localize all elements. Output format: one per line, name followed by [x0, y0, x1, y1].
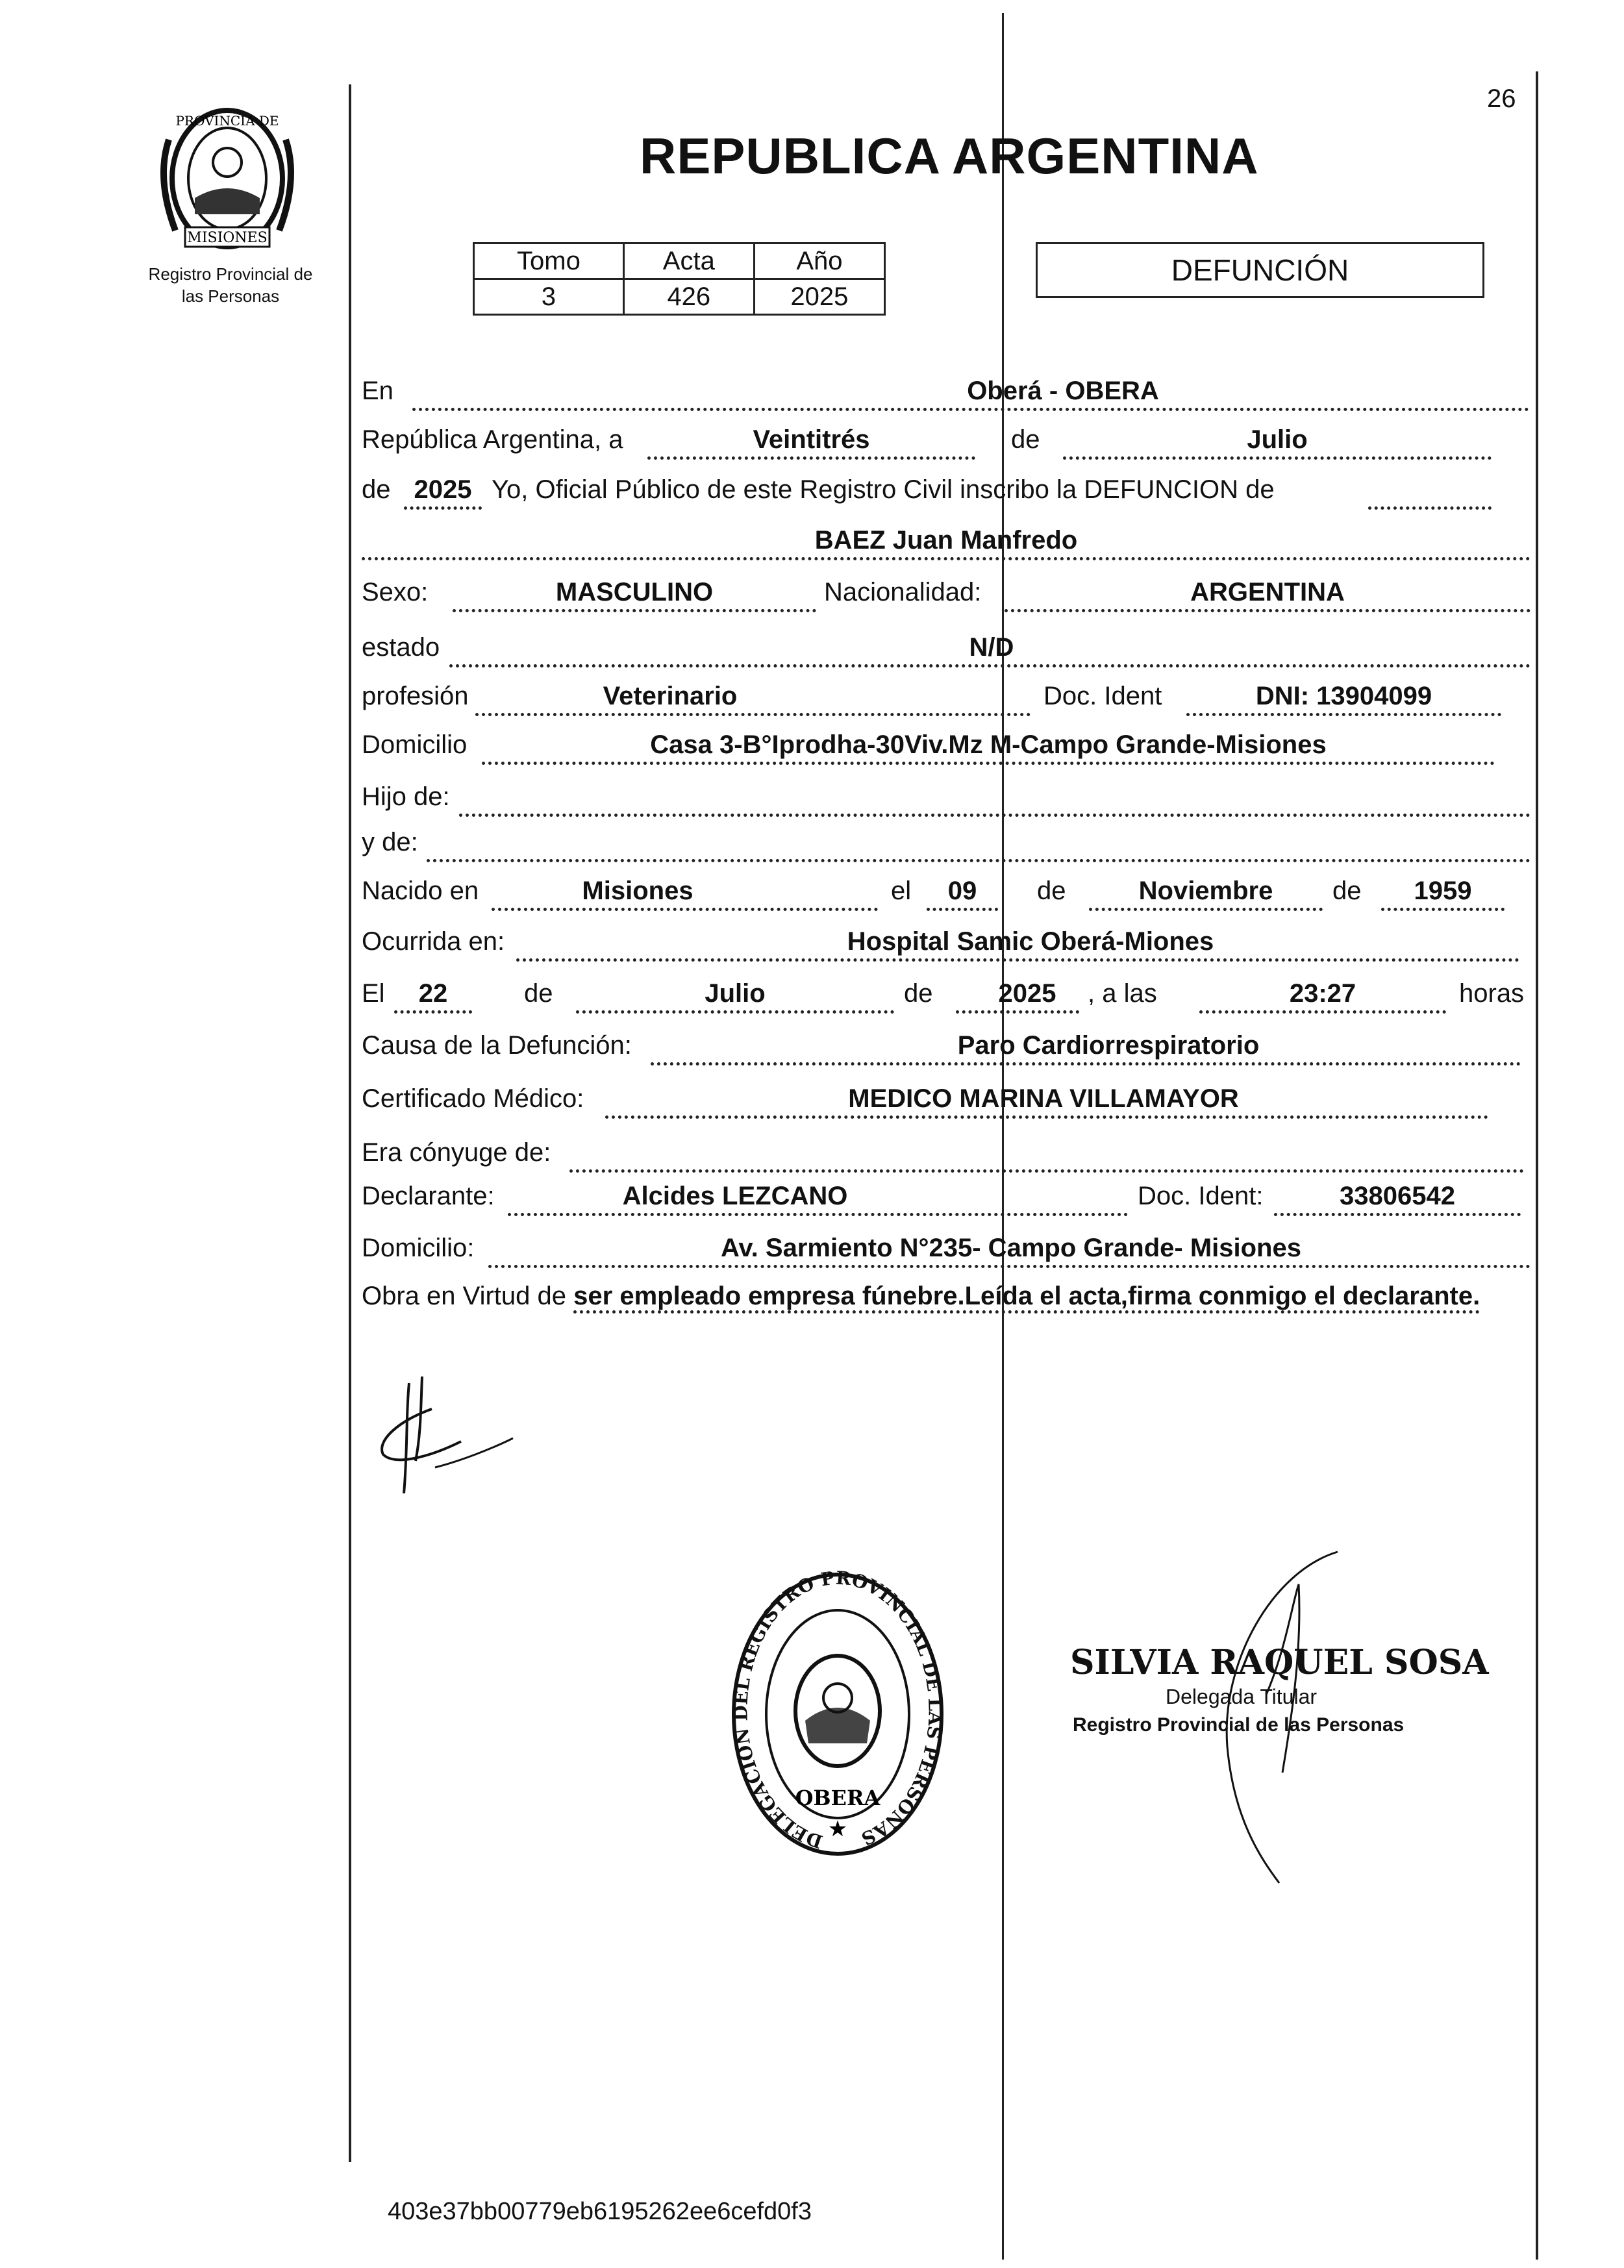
row-domicilio	[362, 724, 1530, 766]
deceased-name: BAEZ Juan Manfredo	[814, 526, 1078, 555]
svg-text:OBERA: OBERA	[795, 1786, 881, 1810]
official-stamp	[727, 1565, 948, 1870]
domicilio-label: Domicilio	[362, 730, 468, 759]
row-declarante	[362, 1175, 1530, 1217]
en-label: En	[362, 377, 394, 405]
profesion-value: Veterinario	[603, 682, 738, 710]
row-sexo	[362, 571, 1530, 613]
row-hijo	[362, 776, 1530, 817]
domicilio-value: Casa 3-B°Iprodha-30Viv.Mz M-Campo Grande-Misiones	[650, 730, 1327, 759]
birth-month: Noviembre	[1138, 877, 1273, 905]
certificado-value: MEDICO MARINA VILLAMAYOR	[848, 1084, 1239, 1113]
horas-label: horas	[1459, 979, 1525, 1008]
acta-value-tomo: 3	[474, 279, 624, 315]
declarant-signature	[370, 1370, 519, 1500]
row-en	[362, 370, 1530, 412]
death-year: 2025	[998, 979, 1056, 1008]
nacionalidad-value: ARGENTINA	[1190, 578, 1345, 606]
acta-table-header-row	[474, 243, 885, 279]
page-title: REPUBLICA ARGENTINA	[640, 127, 1259, 184]
doc-value: DNI: 13904099	[1255, 682, 1432, 710]
el2-label: El	[362, 979, 385, 1008]
inscribo-text: Yo, Oficial Público de este Registro Civil inscribo la DEFUNCION de	[492, 475, 1275, 504]
registry-line1: Registro Provincial de	[148, 264, 313, 284]
row-deceased-name	[362, 519, 1530, 561]
death-month: Julio	[705, 979, 766, 1008]
causa-label: Causa de la Defunción:	[362, 1031, 632, 1060]
de6-label: de	[904, 979, 933, 1008]
row-nacido	[362, 870, 1530, 912]
doc2-value: 33806542	[1340, 1182, 1455, 1210]
certificado-label: Certificado Médico:	[362, 1084, 584, 1113]
doc-label: Doc. Ident	[1043, 682, 1162, 710]
de-label: de	[1011, 425, 1040, 454]
estado-label: estado	[362, 633, 440, 662]
de3-label: de	[1037, 877, 1066, 905]
en-value: Oberá - OBERA	[967, 377, 1159, 405]
doc2-label: Doc. Ident:	[1138, 1182, 1264, 1210]
nacido-value: Misiones	[582, 877, 693, 905]
row-conyuge	[362, 1132, 1530, 1173]
death-day: 22	[418, 979, 448, 1008]
alas-label: , a las	[1088, 979, 1157, 1008]
acta-table	[473, 242, 886, 316]
svg-text:★: ★	[827, 1817, 848, 1841]
obra-en-virtud	[362, 1278, 1530, 1314]
row-certificado	[362, 1078, 1530, 1119]
nacionalidad-label: Nacionalidad:	[824, 578, 982, 606]
row-yde	[362, 821, 1530, 863]
de5-label: de	[524, 979, 553, 1008]
domicilio2-label: Domicilio:	[362, 1234, 475, 1262]
yde-label: y de:	[362, 828, 418, 856]
acta-value-acta: 426	[623, 279, 754, 315]
svg-text:PROVINCIA DE: PROVINCIA DE	[175, 113, 279, 129]
row-causa	[362, 1025, 1530, 1066]
acta-value-anio: 2025	[754, 279, 884, 315]
row-ocurrida	[362, 921, 1530, 962]
official-office: Registro Provincial de las Personas	[1073, 1714, 1405, 1736]
acta-table-value-row	[474, 279, 885, 315]
el-label: el	[891, 877, 912, 905]
svg-text:DELEGACION DEL REGISTRO PROVIN: DELEGACION DEL REGISTRO PROVINCIAL DE LAS PERSONAS	[730, 1567, 946, 1852]
registry-name	[123, 263, 338, 307]
row-estado	[362, 627, 1530, 668]
acta-header-anio: Año	[754, 243, 884, 279]
right-margin-rule	[1536, 71, 1538, 2260]
svg-text:MISIONES: MISIONES	[187, 230, 268, 246]
acta-header-tomo: Tomo	[474, 243, 624, 279]
inscription-day: Veintitrés	[753, 425, 870, 454]
declarante-label: Declarante:	[362, 1182, 495, 1210]
obra-value: ser empleado empresa fúnebre.Leída el acta,firma conmigo el declarante.	[573, 1282, 1480, 1314]
de2-label: de	[362, 475, 391, 504]
profesion-label: profesión	[362, 682, 469, 710]
hijo-label: Hijo de:	[362, 782, 450, 811]
declarante-value: Alcides LEZCANO	[622, 1182, 848, 1210]
row-inscribo	[362, 469, 1530, 510]
inscription-year: 2025	[414, 475, 472, 504]
document-hash: 403e37bb00779eb6195262ee6cefd0f3	[388, 2198, 812, 2225]
birth-year: 1959	[1414, 877, 1472, 905]
row-domicilio-declarante	[362, 1227, 1530, 1269]
estado-value: N/D	[969, 633, 1014, 662]
causa-value: Paro Cardiorrespiratorio	[957, 1031, 1260, 1060]
death-time: 23:27	[1289, 979, 1356, 1008]
de4-label: de	[1332, 877, 1362, 905]
official-name: SILVIA RAQUEL SOSA	[1070, 1643, 1489, 1682]
sexo-label: Sexo:	[362, 578, 429, 606]
sexo-value: MASCULINO	[555, 578, 714, 606]
province-logo	[149, 101, 305, 256]
obra-label: Obra en Virtud de	[362, 1282, 567, 1310]
record-type-box	[1036, 242, 1484, 298]
page-number: 26	[1487, 84, 1516, 113]
acta-header-acta: Acta	[623, 243, 754, 279]
inscription-month: Julio	[1247, 425, 1308, 454]
registry-line2: las Personas	[181, 286, 280, 306]
conyuge-label: Era cónyuge de:	[362, 1138, 551, 1167]
ocurrida-label: Ocurrida en:	[362, 927, 505, 956]
nacido-label: Nacido en	[362, 877, 479, 905]
row-fecha-defuncion	[362, 973, 1530, 1014]
row-fecha-inscripcion	[362, 419, 1530, 460]
record-type: DEFUNCIÓN	[1171, 253, 1349, 287]
domicilio2-value: Av. Sarmiento N°235- Campo Grande- Misiones	[721, 1234, 1301, 1262]
official-role: Delegada Titular	[1166, 1685, 1318, 1708]
row-profesion	[362, 675, 1530, 717]
birth-day: 09	[947, 877, 977, 905]
left-margin-rule	[349, 84, 351, 2162]
ocurrida-value: Hospital Samic Oberá-Miones	[847, 927, 1214, 956]
republica-label: República Argentina, a	[362, 425, 623, 454]
